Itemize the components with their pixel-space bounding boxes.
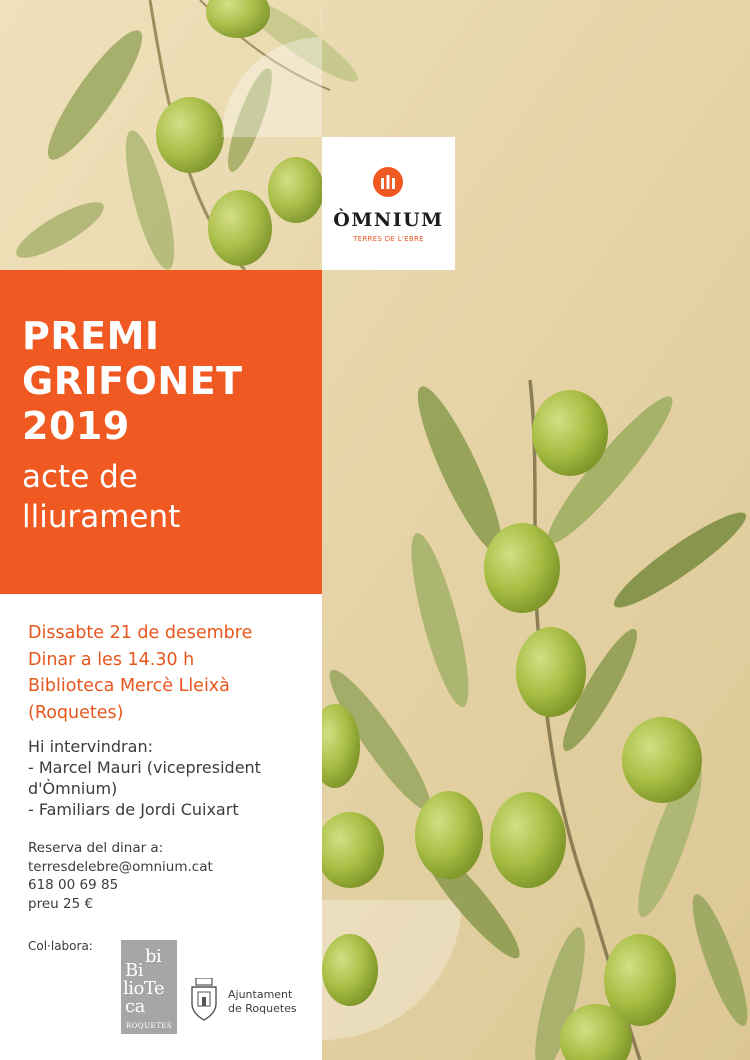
biblioteca-logo-text: lioTe bbox=[123, 978, 165, 999]
speakers-heading: Hi intervindran: bbox=[28, 737, 153, 756]
coat-of-arms-icon bbox=[190, 978, 218, 1022]
booking-heading: Reserva del dinar a: bbox=[28, 840, 164, 856]
title-line: GRIFONET bbox=[22, 359, 243, 403]
omnium-castell-icon bbox=[373, 167, 403, 197]
ajuntament-line: Ajuntament bbox=[228, 988, 293, 1001]
main-title bbox=[22, 314, 322, 449]
biblioteca-logo bbox=[121, 940, 177, 1034]
booking-phone: 618 00 69 85 bbox=[28, 877, 119, 893]
speaker-line: - Marcel Mauri (vicepresident bbox=[28, 758, 261, 777]
title-block bbox=[0, 270, 322, 594]
event-town: (Roquetes) bbox=[28, 702, 124, 723]
collaborators-label: Col·labora: bbox=[28, 939, 93, 953]
speaker-line: - Familiars de Jordi Cuixart bbox=[28, 800, 239, 819]
omnium-logo bbox=[322, 137, 455, 270]
event-venue: Biblioteca Mercè Lleixà bbox=[28, 676, 230, 696]
title-line: 2019 bbox=[22, 404, 130, 448]
biblioteca-caption: ROQUETES bbox=[125, 1022, 173, 1030]
event-details bbox=[28, 620, 322, 726]
event-date: Dissabte 21 de desembre bbox=[28, 623, 253, 643]
speaker-line: d'Òmnium) bbox=[28, 779, 118, 798]
biblioteca-logo-text: ca bbox=[125, 996, 145, 1017]
omnium-subtitle: TERRES DE L'EBRE bbox=[353, 235, 424, 243]
biblioteca-logo-text: bi bbox=[145, 946, 162, 967]
ajuntament-logo bbox=[190, 978, 320, 1038]
subtitle bbox=[22, 457, 322, 537]
info-panel bbox=[0, 594, 322, 1060]
subtitle-line: lliurament bbox=[22, 499, 181, 535]
subtitle-line: acte de bbox=[22, 459, 138, 495]
ajuntament-name bbox=[228, 988, 297, 1016]
title-line: PREMI bbox=[22, 314, 160, 358]
booking-price: preu 25 € bbox=[28, 895, 94, 912]
booking-email: terresdelebre@omnium.cat bbox=[28, 858, 213, 875]
biblioteca-logo-text: Bi bbox=[125, 960, 143, 981]
speakers bbox=[28, 736, 322, 820]
event-time: Dinar a les 14.30 h bbox=[28, 649, 195, 670]
booking-info bbox=[28, 839, 322, 913]
omnium-name: ÒMNIUM bbox=[333, 209, 444, 231]
ajuntament-line: de Roquetes bbox=[228, 1002, 297, 1015]
